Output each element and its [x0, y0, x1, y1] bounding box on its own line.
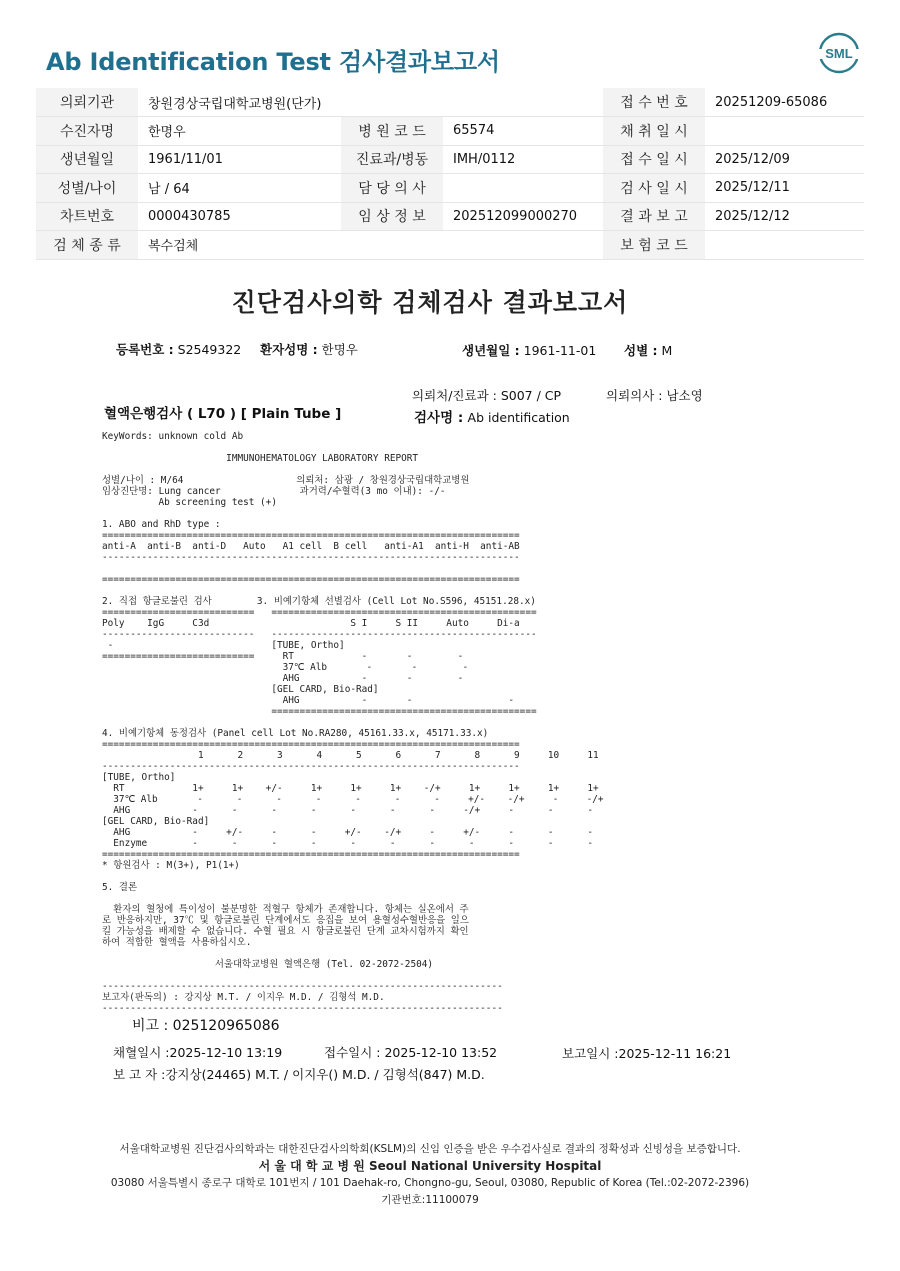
report-line [102, 871, 604, 882]
hospital-address: 03080 서울특별시 종로구 대학로 101번지 / 101 Daehak-ro, Chongno-gu, Seoul, 03080, Republic of Korea (Tel.:02-2072-2396) [110, 1177, 750, 1189]
collected-time: 채혈일시 :2025-12-10 13:19 [113, 1045, 283, 1060]
report-line: 서울대학교병원 혈액은행 (Tel. 02-2072-2504) [102, 959, 434, 970]
report-line: Poly IgG C3d S I S II Auto Di-a [102, 618, 520, 629]
report-line [102, 563, 604, 574]
info-label: 의뢰기관 [36, 88, 138, 117]
report-line: Ab screening test (+) [102, 497, 277, 508]
report-line: AHG - +/- - - +/- -/+ - +/- - - - [102, 827, 594, 838]
report-line: IMMUNOHEMATOLOGY LABORATORY REPORT [102, 453, 419, 464]
report-line: RT 1+ 1+ +/- 1+ 1+ 1+ -/+ 1+ 1+ 1+ 1+ [102, 783, 599, 794]
exam-group: 혈액은행검사 ( L70 ) [ Plain Tube ] [104, 406, 342, 422]
info-value: IMH/0112 [443, 145, 603, 174]
report-line: 37℃ Alb - - - [102, 662, 469, 673]
report-line: Enzyme - - - - - - - - - - - [102, 838, 594, 849]
info-label: 수진자명 [36, 117, 138, 146]
report-line [102, 464, 604, 475]
report-line: 1. ABO and RhD type : [102, 519, 221, 530]
report-line: 킬 가능성을 배제할 수 없습니다. 수혈 필요 시 항글로불린 단계 교차시험까지 확인 [102, 926, 469, 937]
info-label: 검 체 종 류 [36, 231, 138, 260]
info-value: 202512099000270 [443, 202, 603, 231]
report-line [102, 585, 604, 596]
info-label: 담 당 의 사 [341, 174, 443, 203]
patient-name: 환자성명 : 한명우 [260, 342, 358, 357]
reporter: 보 고 자 :강지상(24465) M.T. / 이지우() M.D. / 김형석(847) M.D. [113, 1067, 485, 1082]
info-value: 65574 [443, 117, 603, 146]
report-line [102, 508, 604, 519]
report-line [102, 717, 604, 728]
info-row [36, 202, 864, 231]
report-line: 환자의 혈청에 특이성이 불분명한 적혈구 항체가 존재합니다. 항체는 실온에서 주 [102, 904, 469, 915]
info-label: 임 상 정 보 [341, 202, 443, 231]
info-row [36, 117, 864, 146]
report-line: [GEL CARD, Bio-Rad] [102, 816, 210, 827]
report-line: 하여 적합한 혈액을 사용하십시오. [102, 937, 252, 948]
logo-text: SML [825, 46, 853, 61]
report-line: ----------------------------------------------------------------------- [102, 1003, 503, 1014]
sml-logo-icon [818, 32, 860, 74]
patient-info-table [36, 88, 864, 260]
report-line: 보고자(판독의) : 강지상 M.T. / 이지우 M.D. / 김형석 M.D. [102, 992, 385, 1003]
report-line [102, 970, 604, 981]
info-value [443, 174, 603, 203]
received-time: 접수일시 : 2025-12-10 13:52 [324, 1045, 498, 1060]
report-line: [GEL CARD, Bio-Rad] [102, 684, 379, 695]
report-line: 2. 직접 항글로불린 검사 3. 비예기항체 선별검사 (Cell Lot No.S596, 45151.28.x) [102, 596, 536, 607]
info-row [36, 174, 864, 203]
certification-note: 서울대학교병원 진단검사의학과는 대한진단검사의학회(KSLM)의 신임 인증을 받은 우수검사실로 결과의 정확성과 신빙성을 보증합니다. [119, 1143, 741, 1155]
note: 비고 : 025120965086 [132, 1018, 280, 1034]
info-value: 2025/12/12 [705, 202, 864, 231]
report-header-title: Ab Identification Test 검사결과보고서 [46, 48, 500, 76]
report-line: KeyWords: unknown cold Ab [102, 431, 244, 442]
info-value: 2025/12/11 [705, 174, 864, 203]
requesting-dept: 의뢰처/진료과 : S007 / CP [412, 388, 562, 403]
info-label: 검 사 일 시 [603, 174, 705, 203]
info-row [36, 145, 864, 174]
report-line: * 항원검사 : M(3+), P1(1+) [102, 860, 240, 871]
info-label: 채 취 일 시 [603, 117, 705, 146]
report-line: =========================== =============================================== [102, 607, 537, 618]
report-line: 성별/나이 : M/64 의뢰처: 삼광 / 창원경상국립대학교병원 [102, 475, 470, 486]
report-line: AHG - - - - - - - -/+ - - - [102, 805, 594, 816]
info-label: 차트번호 [36, 202, 138, 231]
report-title: 진단검사의학 검체검사 결과보고서 [231, 288, 629, 317]
report-line: ========================================================================== [102, 530, 520, 541]
report-line: ========================================================================== [102, 849, 520, 860]
report-line: AHG - - - [102, 673, 464, 684]
info-value: 2025/12/09 [705, 145, 864, 174]
info-value: 남 / 64 [138, 174, 341, 203]
info-value: 20251209-65086 [705, 88, 864, 117]
registration-number: 등록번호 : S2549322 [116, 342, 242, 357]
report-line: 1 2 3 4 5 6 7 8 9 10 11 [102, 750, 599, 761]
info-label: 접 수 일 시 [603, 145, 705, 174]
info-value: 0000430785 [138, 202, 341, 231]
info-value: 1961/11/01 [138, 145, 341, 174]
report-line: ========================================================================== [102, 739, 520, 750]
info-label: 성별/나이 [36, 174, 138, 203]
report-line: AHG - - - [102, 695, 515, 706]
report-line [102, 442, 604, 453]
report-line: 4. 비예기항체 동정검사 (Panel cell Lot No.RA280, 45161.33.x, 45171.33.x) [102, 728, 489, 739]
report-line: 로 반응하지만, 37℃ 및 항글로불린 단계에서도 응집을 보여 용혈성수혈반응을 일으 [102, 915, 469, 926]
info-label: 진료과/병동 [341, 145, 443, 174]
report-line: 임상진단명: Lung cancer 과거력/수혈력(3 mo 이내): -/- [102, 486, 446, 497]
info-value: 한명우 [138, 117, 341, 146]
birth-date: 생년월일 : 1961-11-01 [462, 343, 597, 358]
report-line: -------------------------------------------------------------------------- [102, 552, 520, 563]
hospital-name: 서 울 대 학 교 병 원 Seoul National University Hospital [258, 1159, 602, 1173]
report-line: [TUBE, Ortho] [102, 772, 176, 783]
reported-time: 보고일시 :2025-12-11 16:21 [562, 1046, 732, 1061]
report-line: 5. 결론 [102, 882, 138, 893]
report-line: =========================== RT - - - [102, 651, 464, 662]
info-row [36, 88, 864, 117]
info-value: 창원경상국립대학교병원(단가) [138, 88, 603, 117]
institution-number: 기관번호:11100079 [381, 1194, 479, 1206]
requesting-doctor: 의뢰의사 : 남소영 [606, 388, 703, 403]
exam-name: 검사명 : Ab identification [414, 410, 570, 426]
info-label: 보 험 코 드 [603, 231, 705, 260]
info-label: 결 과 보 고 [603, 202, 705, 231]
info-value: 복수검체 [138, 231, 603, 260]
info-value [705, 117, 864, 146]
info-label: 병 원 코 드 [341, 117, 443, 146]
patient-sex: 성별 : M [624, 343, 673, 358]
info-label: 생년월일 [36, 145, 138, 174]
report-line: ----------------------------------------------------------------------- [102, 981, 503, 992]
report-line [102, 893, 604, 904]
report-line: =============================================== [102, 706, 537, 717]
lab-report-body [102, 431, 604, 1014]
report-line: anti-A anti-B anti-D Auto A1 cell B cell anti-A1 anti-H anti-AB [102, 541, 520, 552]
info-label: 접 수 번 호 [603, 88, 705, 117]
report-line [102, 948, 604, 959]
report-line: ========================================================================== [102, 574, 520, 585]
report-line: --------------------------- ----------------------------------------------- [102, 629, 537, 640]
report-line: -------------------------------------------------------------------------- [102, 761, 520, 772]
info-row [36, 231, 864, 260]
info-value [705, 231, 864, 260]
report-line: - [TUBE, Ortho] [102, 640, 345, 651]
report-line: 37℃ Alb - - - - - - - +/- -/+ - -/+ [102, 794, 604, 805]
